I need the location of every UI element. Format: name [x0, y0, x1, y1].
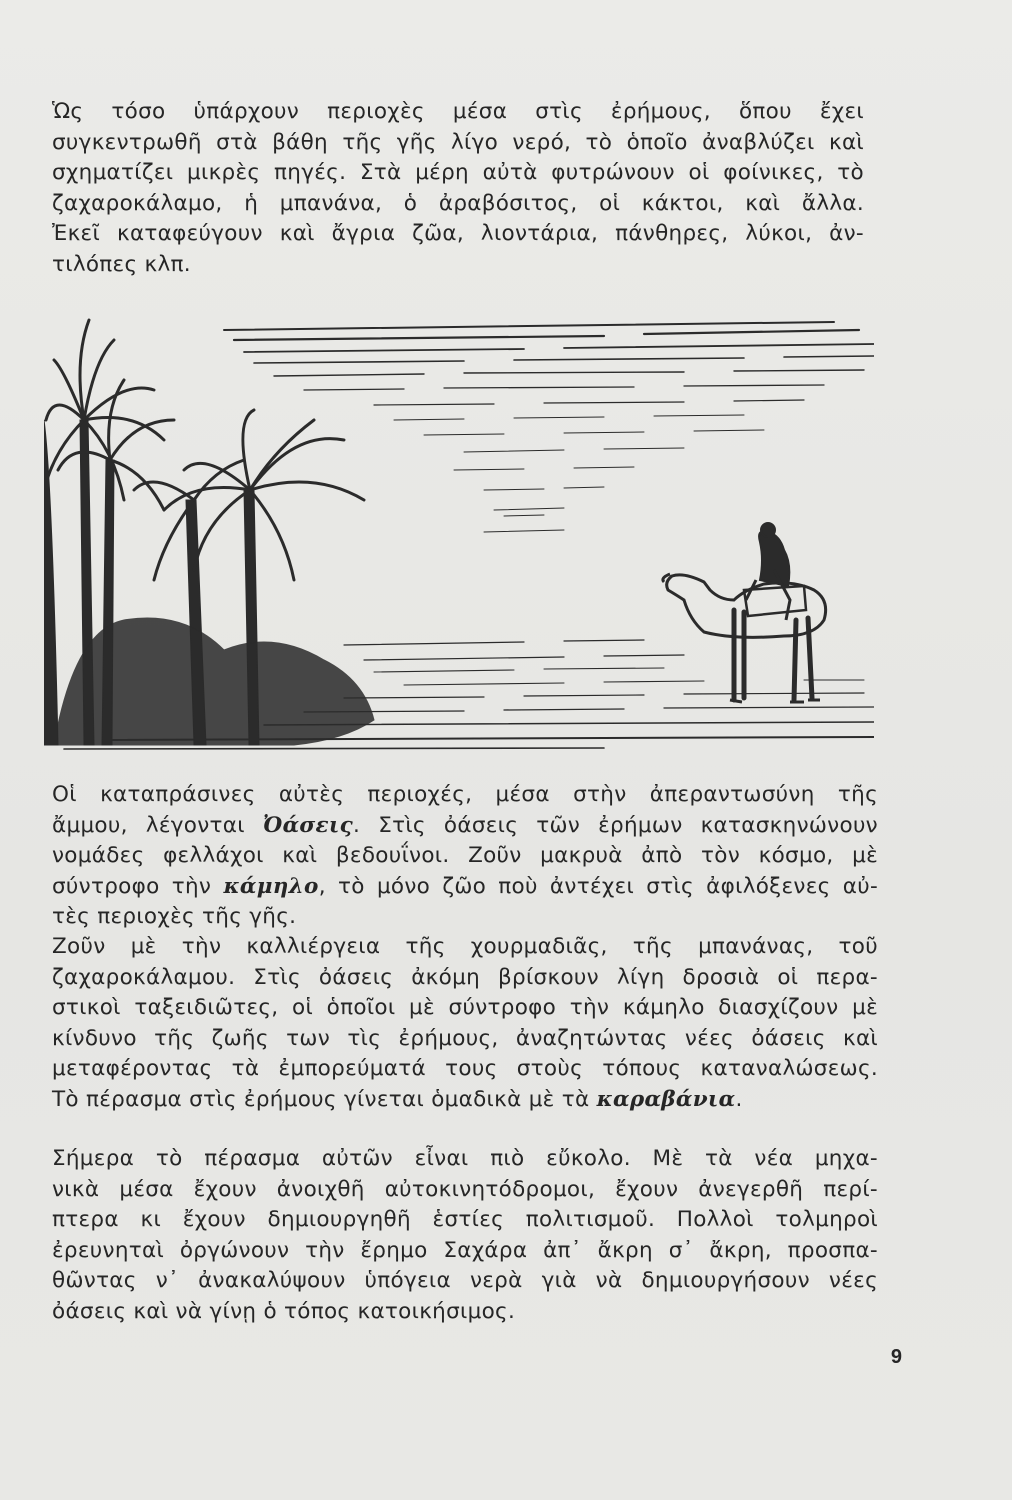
paragraph-oases-life [52, 932, 878, 1115]
text-line: συγκεντρωθῆ στὰ βάθη τῆς γῆς λίγο νερό, τὸ ὁποῖο ἀναβλύζει καὶ [52, 129, 864, 155]
text-line: μεταφέροντας τὰ ἐμπορεύματά τους στοὺς τόπους καταναλώσεως. [52, 1056, 878, 1081]
text-line: Ἐκεῖ καταφεύγουν καὶ ἄγρια ζῶα, λιοντάρια, πάνθηρες, λύκοι, ἀν- [52, 221, 864, 246]
horizon-hatching [224, 322, 874, 532]
text-segment: , τὸ μόνο ζῶο ποὺ ἀντέχει στὶς ἀφιλόξενες αὐ- [318, 873, 879, 899]
text-line: τιλόπες κλπ. [52, 251, 191, 277]
text-line: στικοὶ ταξειδιῶτες, οἱ ὁποῖοι μὲ σύντροφο τὴν κάμηλο διασχίζουν μὲ [52, 995, 878, 1020]
emphasized-term: κάμηλο [223, 873, 319, 899]
paragraph-modern-crossing [52, 1144, 878, 1327]
paragraph-oases-intro [52, 97, 864, 280]
text-line: σχηματίζει μικρὲς πηγές. Στὰ μέρη αὐτὰ φυτρώνουν οἱ φοίνικες, τὸ [52, 160, 864, 185]
text-line: νικὰ μέσα ἔχουν ἀνοιχθῆ αὐτοκινητόδρομοι, ἔχουν ἀνεγερθῆ περί- [52, 1176, 878, 1202]
text-line [52, 872, 878, 903]
camel-with-rider [663, 523, 826, 702]
text-line: Ζοῦν μὲ τὴν καλλιέργεια τῆς χουρμαδιᾶς, τῆς μπανάνας, τοῦ [52, 934, 878, 959]
palm-trees [44, 320, 374, 745]
text-line: ζαχαροκάλαμου. Στὶς ὀάσεις ἀκόμη βρίσκουν λίγη δροσιὰ οἱ περα- [52, 964, 878, 990]
emphasized-term: καραβάνια [596, 1086, 736, 1112]
text-segment: Τὸ πέρασμα στὶς ἐρήμους γίνεται ὁμαδικὰ μὲ τὰ [52, 1086, 597, 1112]
text-segment: σύντροφο τὴν [52, 873, 224, 899]
desert-oasis-camel-illustration [44, 300, 874, 755]
text-line: ὀάσεις καὶ νὰ γίνῃ ὁ τόπος κατοικήσιμος. [52, 1298, 516, 1324]
text-line: κίνδυνο τῆς ζωῆς των τὶς ἐρήμους, ἀναζητώντας νέες ὀάσεις καὶ [52, 1025, 878, 1051]
text-segment: . [735, 1086, 743, 1112]
text-line: ζαχαροκάλαμο, ἡ μπανάνα, ὁ ἀραβόσιτος, οἱ κάκτοι, καὶ ἄλλα. [52, 190, 864, 216]
text-line: Σήμερα τὸ πέρασμα αὐτῶν εἶναι πιὸ εὔκολο. Μὲ τὰ νέα μηχα- [52, 1146, 878, 1171]
text-line: Ὡς τόσο ὑπάρχουν περιοχὲς μέσα στὶς ἐρήμους, ὅπου ἔχει [52, 99, 864, 124]
text-line [52, 1085, 878, 1116]
text-segment: . Στὶς ὀάσεις τῶν ἐρήμων κατασκηνώνουν [353, 812, 878, 838]
text-line: τὲς περιοχὲς τῆς γῆς. [52, 904, 297, 929]
text-line: Οἱ καταπράσινες αὐτὲς περιοχές, μέσα στὴν ἀπεραντωσύνη τῆς [52, 782, 878, 807]
text-line [52, 811, 878, 842]
text-line: ἐρευνηταὶ ὀργώνουν τὴν ἔρημο Σαχάρα ἀπ᾿ ἄκρη σ᾿ ἄκρη, προσπα- [52, 1237, 878, 1263]
text-line: νομάδες φελλάχοι καὶ βεδουΐνοι. Ζοῦν μακρυὰ ἀπὸ τὸν κόσμο, μὲ [52, 843, 878, 868]
text-segment: ἄμμου, λέγονται [52, 812, 263, 838]
text-line: πτερα κι ἔχουν δημιουργηθῆ ἑστίες πολιτισμοῦ. Πολλοὶ τολμηροὶ [52, 1207, 878, 1232]
text-line: θῶντας ν᾿ ἀνακαλύψουν ὑπόγεια νερὰ γιὰ νὰ δημιουργήσουν νέες [52, 1268, 878, 1293]
emphasized-term: Ὀάσεις [262, 812, 354, 838]
paragraph-oases-definition [52, 780, 878, 933]
page-number: 9 [890, 1346, 902, 1368]
